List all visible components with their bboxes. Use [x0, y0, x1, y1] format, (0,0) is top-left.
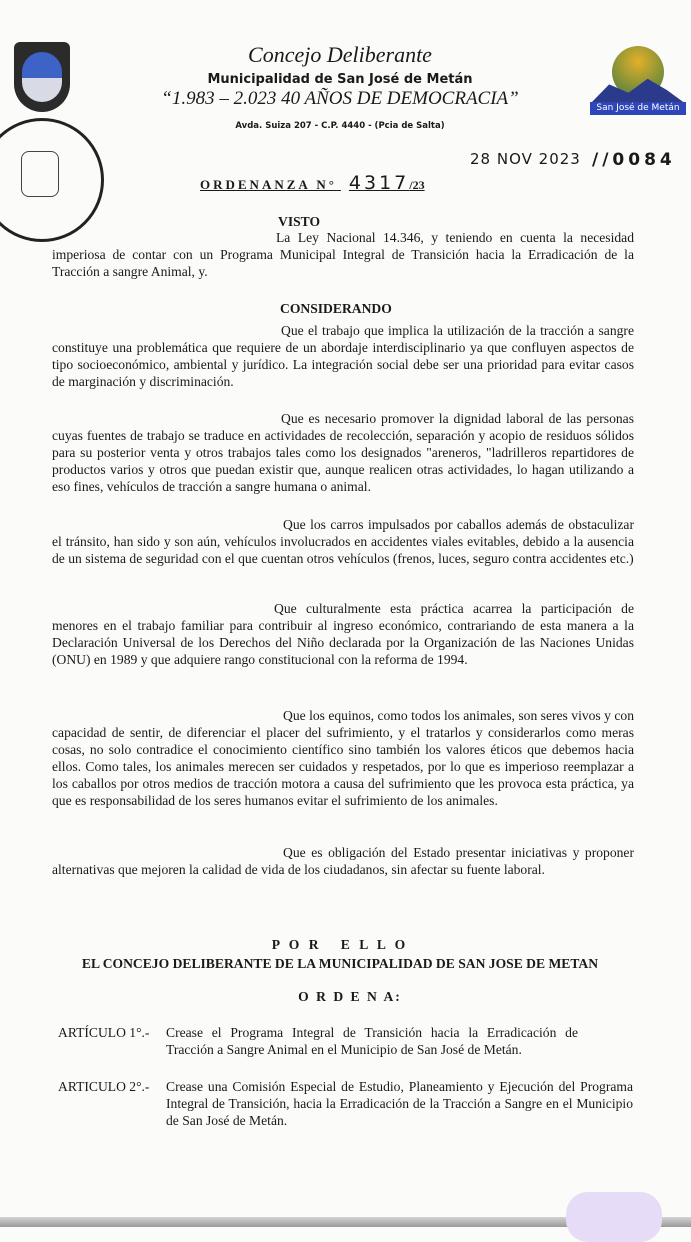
considerando-paragraph: Que el trabajo que implica la utilización de la tracción a sangre constituye una problemática que requiere de un abordaje interdisciplinario ya que confluyen aspectos de tipo socioeconómico, ambiental y jurídico. La integración social debe ser una prioridad para evitar casos de marginación y discriminación. — [52, 323, 634, 389]
visto-heading: VISTO — [278, 214, 321, 229]
municipality-name: Municipalidad de San José de Metán — [207, 72, 473, 87]
considerando-paragraph: Que es obligación del Estado presentar iniciativas y proponer alternativas que mejoren la calidad de vida de los ciudadanos, sin afectar su fuente laboral. — [52, 845, 634, 877]
considerando-heading: CONSIDERANDO — [280, 301, 392, 316]
democracy-motto: “1.983 – 2.023 40 AÑOS DE DEMOCRACIA” — [161, 88, 519, 109]
ordinance-heading — [200, 172, 425, 194]
municipal-seal-stamp — [0, 118, 104, 242]
article-text: Crease el Programa Integral de Transición hacia la Erradicación de Tracción a Sangre Animal en el Municipio de San José de Metán. — [166, 1025, 578, 1057]
article-1 — [58, 1024, 578, 1058]
ordinance-number: 4317 — [348, 172, 410, 194]
floating-action-button[interactable] — [566, 1192, 662, 1242]
city-logo — [590, 46, 686, 116]
council-resolution-heading: EL CONCEJO DELIBERANTE DE LA MUNICIPALIDAD DE SAN JOSE DE METAN — [81, 956, 599, 971]
entry-number-stamp: //0084 — [592, 150, 676, 170]
article-label: ARTICULO 2°.- — [58, 1079, 150, 1094]
article-text: Crease una Comisión Especial de Estudio, Planeamiento y Ejecución del Programa Integral de Transición, hacia la Erradicación de la Tracción a Sangre en el Municipio de San José de Metán. — [166, 1079, 633, 1128]
article-2 — [58, 1078, 633, 1129]
address: Avda. Suiza 207 - C.P. 4440 - (Pcia de Salta) — [235, 121, 445, 131]
considerando-paragraph: Que los equinos, como todos los animales, son seres vivos y con capacidad de sentir, de diferenciar el placer del sufrimiento, y el tratarlos y considerarlos como meras cosas, no solo contradice el conocimiento científico sino también los valores éticos que debemos hacia ellos. Como tales, los animales merecen ser cuidados y respetados, por lo que es imperioso reemplazar a los caballos por otros medios de tracción motora a causa del sufrimiento que les provoca esta práctica, ya que es responsabilidad de los seres humanos evitar el sufrimiento de los animales. — [52, 708, 634, 808]
ordinance-year: /23 — [409, 178, 425, 192]
article-label: ARTÍCULO 1°.- — [58, 1025, 150, 1040]
ordinance-label: ORDENANZA N° — [200, 177, 337, 192]
visto-paragraph: La Ley Nacional 14.346, y teniendo en cuenta la necesidad imperiosa de contar con un Programa Municipal Integral de Transición hacia la Erradicación de la Tracción a sangre Animal, y. — [52, 230, 634, 279]
coat-of-arms-logo — [14, 42, 70, 112]
considerando-paragraph: Que es necesario promover la dignidad laboral de las personas cuyas fuentes de trabajo se traduce en actividades de recolección, separación y acopio de residuos sólidos para su posterior venta y otros trabajos tales como los designados "areneros, "ladrilleros repartidores de productos varios y otros que puedan existir que, aunque realicen otras actividades, lo hagan utilizando a eso fines, vehículos de tracción a sangre humana o animal. — [52, 411, 634, 494]
reception-date-stamp: 28 NOV 2023 — [470, 150, 581, 168]
considerando-paragraph: Que los carros impulsados por caballos además de obstaculizar el tránsito, han sido y son aún, vehículos involucrados en accidentes viales evitables, debido a la ausencia de un sistema de seguridad con el que cuentan otros vehículos (frenos, luces, seguro contra accidentes etc.) — [52, 517, 634, 566]
city-logo-text: San José de Metán — [590, 102, 686, 115]
por-ello-heading: P O R E L L O — [271, 937, 409, 952]
ordena-heading: O R D E N A: — [298, 989, 402, 1004]
considerando-paragraph: Que culturalmente esta práctica acarrea la participación de menores en el trabajo familiar para contribuir al ingreso económico, contrariando de esta manera a la Declaración Universal de los Derechos del Niño declarada por la Organización de las Naciones Unidas (ONU) en 1989 y que adquiere rango constitucional con la reforma de 1994. — [52, 601, 634, 667]
council-title: Concejo Deliberante — [248, 42, 432, 67]
